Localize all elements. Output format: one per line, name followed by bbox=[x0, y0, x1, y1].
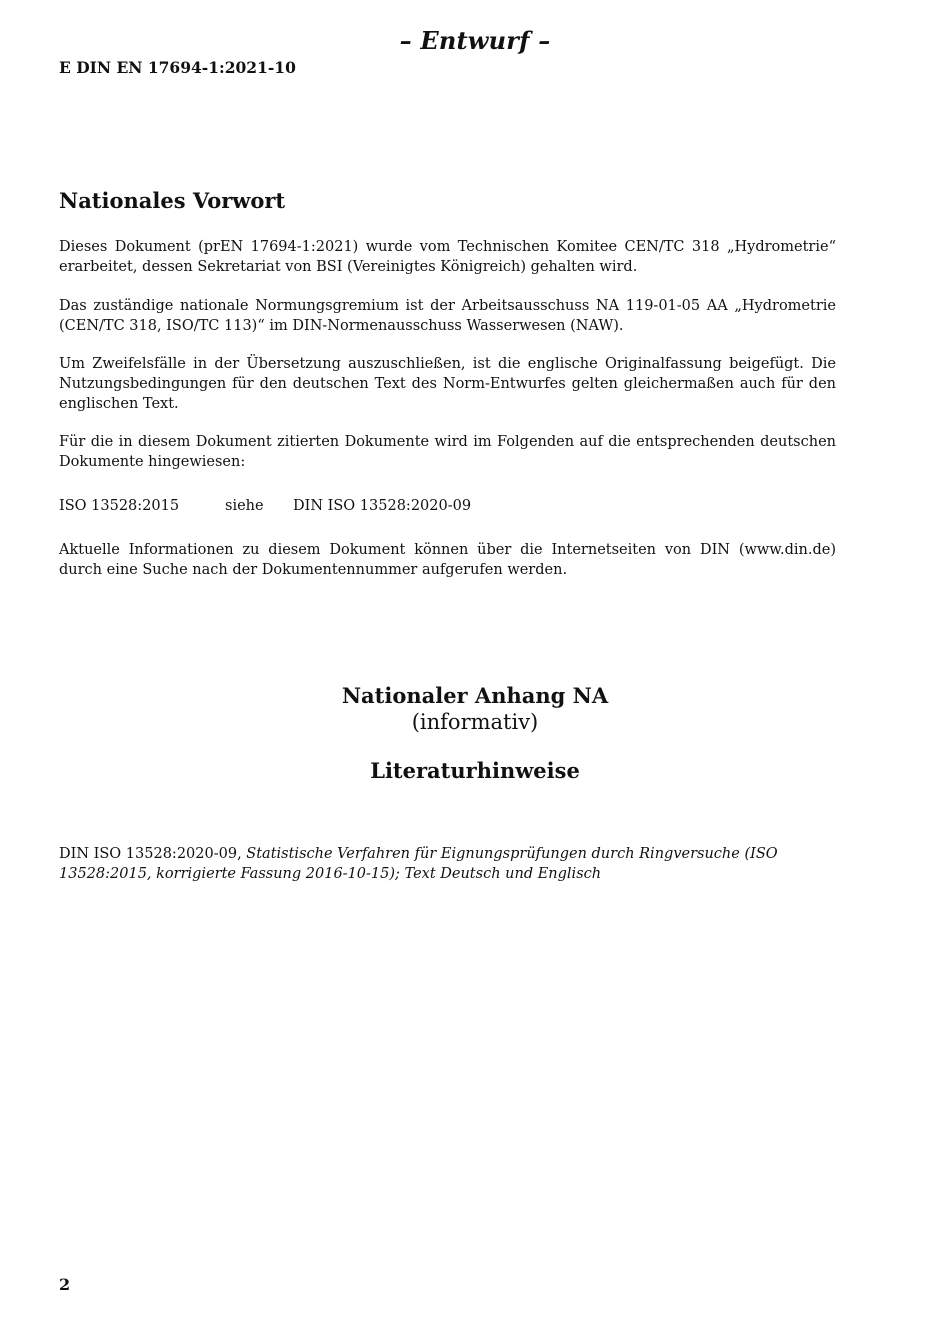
reference-international: ISO 13528:2015 bbox=[59, 498, 180, 514]
foreword-paragraph-1: Dieses Dokument (prEN 17694-1:2021) wurde vom Technischen Komitee CEN/TC 318 „Hydrometrie“ erarbeitet, dessen Sekretariat von BSI (Vereinigtes Königreich) gehalten wird. bbox=[59, 239, 836, 275]
foreword-closing: Aktuelle Informationen zu diesem Dokument können über die Internetseiten von DIN (www.din.de) durch eine Suche nach der Dokumentennummer aufgerufen werden. bbox=[59, 542, 836, 578]
foreword-paragraph-4: Für die in diesem Dokument zitierten Dokumente wird im Folgenden auf die entsprechenden deutschen Dokumente hingewiesen: bbox=[59, 434, 836, 470]
reference-national: DIN ISO 13528:2020-09 bbox=[293, 498, 472, 514]
reference-relation: siehe bbox=[225, 498, 264, 514]
annex-header bbox=[0, 682, 950, 736]
bibliography-heading: Literaturhinweise bbox=[370, 758, 580, 783]
annex-subtitle: (informativ) bbox=[411, 710, 539, 734]
page-number: 2 bbox=[59, 1275, 71, 1294]
foreword-heading: Nationales Vorwort bbox=[59, 188, 286, 213]
bibliography-entry bbox=[59, 845, 849, 884]
foreword-paragraph-3: Um Zweifelsfälle in der Übersetzung auszuschließen, ist die englische Originalfassung beigefügt. Die Nutzungsbedingungen für den deutschen Text des Norm-Entwurfes gelten gleichermaßen auch für den englischen Text. bbox=[59, 356, 836, 412]
foreword-paragraph-2: Das zuständige nationale Normungsgremium ist der Arbeitsausschuss NA 119-01-05 AA „Hydrometrie (CEN/TC 318, ISO/TC 113)“ im DIN-Normenausschuss Wasserwesen (NAW). bbox=[59, 298, 836, 334]
document-id: E DIN EN 17694-1:2021-10 bbox=[59, 58, 296, 77]
annex-title: Nationaler Anhang NA bbox=[341, 683, 609, 708]
bibliography-entry-title: Statistische Verfahren für Eignungsprüfungen durch Ringversuche (ISO 13528:2015, korrigierte Fassung 2016-10-15); Text Deutsch und Englisch bbox=[59, 846, 778, 882]
bibliography-entry-id: DIN ISO 13528:2020-09, bbox=[59, 846, 242, 862]
draft-mark: – Entwurf – bbox=[399, 26, 551, 55]
